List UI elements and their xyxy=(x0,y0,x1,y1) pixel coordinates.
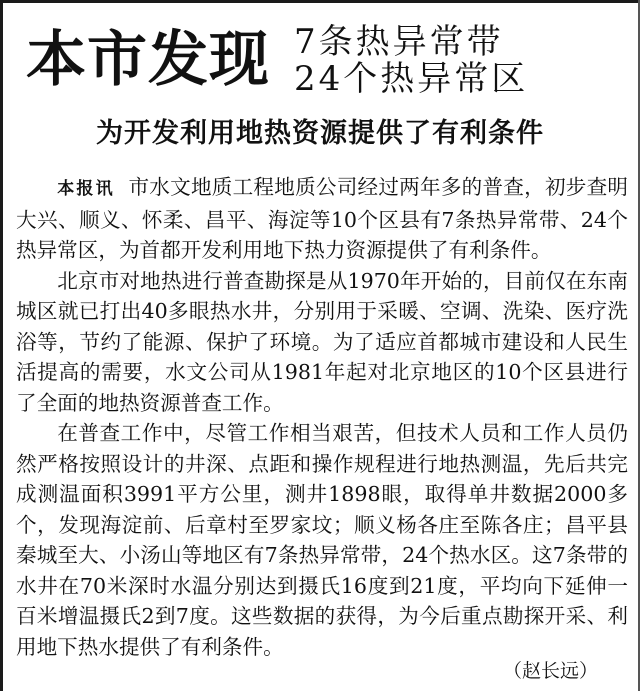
headline-side-line-1: 7条热异常带 xyxy=(294,22,504,62)
paragraph-text: 市水文地质工程地质公司经过两年多的普查，初步查明大兴、顺义、怀柔、昌平、海淀等10个区县有7条热异常带、24个热异常区，为首都开发利用地下热力资源提供了有利条件。 xyxy=(16,175,629,262)
headline-main: 本市发现 xyxy=(26,25,270,95)
headline-side-line-2: 24个热异常区 xyxy=(294,59,529,99)
paragraph-text: 北京市对地热进行普查勘探是从1970年开始的，目前仅在东南城区就已打出40多眼热水井，分别用于采暖、空调、洗染、医疗洗浴等，节约了能源、保护了环境。为了适应首都城市建设和人民生活提高的需要，水文公司从1981年起对北京地区的10个区县进行了全面的地热资源普查工作。 xyxy=(16,268,628,415)
page-border-top xyxy=(0,0,640,3)
headline xyxy=(26,22,626,102)
headline-side xyxy=(294,24,528,98)
byline: （赵长远） xyxy=(502,660,598,682)
page-border-left xyxy=(0,0,3,691)
paragraph-1 xyxy=(16,172,628,266)
dateline: 本报讯 xyxy=(57,179,115,199)
article-body xyxy=(16,172,628,662)
paragraph-2 xyxy=(16,266,628,419)
paragraph-3 xyxy=(16,418,628,662)
paragraph-text: 在普查工作中，尽管工作相当艰苦，但技术人员和工作人员仍然严格按照设计的井深、点距和操作规程进行地热测温，先后共完成测温面积3991平方公里，测井1898眼，取得单井数据2000多个，发现海淀前、后章村至罗家坟；顺义杨各庄至陈各庄；昌平县秦城至大、小汤山等地区有7条热异常带，24个热水区。这7条带的水井在70米深时水温分别达到摄氏16度到21度，平均向下延伸一百米增温摄氏2到7度。这些数据的获得，为今后重点勘探开采、利用地下热水提供了有利条件。 xyxy=(16,421,628,659)
subheadline: 为开发利用地热资源提供了有利条件 xyxy=(96,118,544,149)
